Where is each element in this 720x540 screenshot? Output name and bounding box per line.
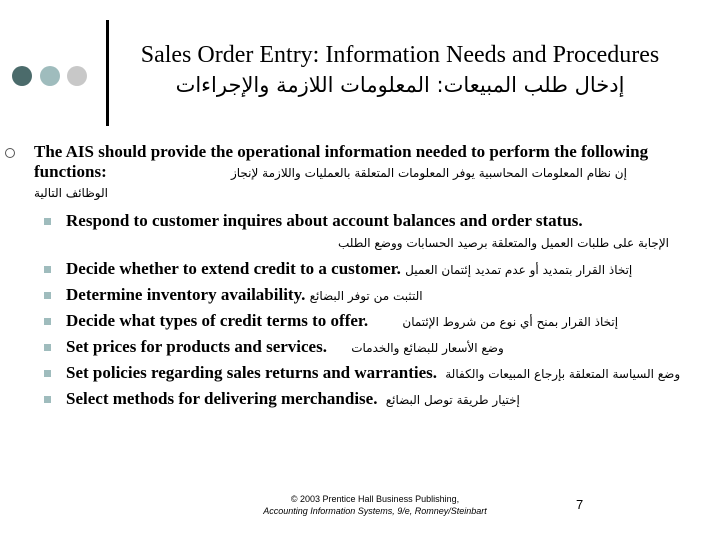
page-number: 7: [576, 497, 584, 512]
item-english: Set policies regarding sales returns and warranties.: [66, 363, 437, 382]
decorative-dots: [12, 66, 102, 86]
title-divider: [106, 20, 109, 126]
main-bullet-icon: [5, 148, 15, 158]
footer-line1: © 2003 Prentice Hall Business Publishing,: [290, 494, 460, 504]
item-arabic: إتخاذ القرار بتمديد أو عدم تمديد إئتمان العميل: [405, 263, 633, 277]
square-bullet-icon: [44, 292, 51, 299]
list-item: [34, 210, 704, 254]
item-arabic: الإجابة على طلبات العميل والمتعلقة برصيد الحسابات ووضع الطلب: [337, 236, 669, 250]
square-bullet-icon: [44, 266, 51, 273]
item-arabic: وضع الأسعار للبضائع والخدمات: [351, 341, 504, 355]
item-arabic: إختيار طريقة توصل البضائع: [385, 393, 520, 407]
item-english: Set prices for products and services.: [66, 337, 327, 356]
list-item: [34, 388, 704, 411]
main-point-english-a: The AIS should provide the operational information needed to perform the following: [34, 142, 649, 161]
square-bullet-icon: [44, 218, 51, 225]
title-arabic: إدخال طلب المبيعات: المعلومات اللازمة والإجراءات: [175, 73, 625, 97]
item-english: Respond to customer inquires about account balances and order status.: [66, 211, 583, 230]
square-bullet-icon: [44, 396, 51, 403]
list-item: [34, 258, 704, 281]
list-item: [34, 310, 704, 333]
main-point: [34, 142, 694, 203]
item-english: Determine inventory availability.: [66, 285, 306, 304]
dot-dark: [12, 66, 32, 86]
item-english: Decide whether to extend credit to a customer.: [66, 259, 401, 278]
list-item: [34, 362, 704, 385]
item-english: Decide what types of credit terms to offer.: [66, 311, 369, 330]
item-arabic: وضع السياسة المتعلقة بإرجاع المبيعات والكفالة: [445, 367, 681, 381]
dot-gray: [67, 66, 87, 86]
slide-title: [130, 40, 670, 100]
item-english: Select methods for delivering merchandise.: [66, 389, 378, 408]
square-bullet-icon: [44, 344, 51, 351]
square-bullet-icon: [44, 370, 51, 377]
main-point-arabic-a: إن نظام المعلومات المحاسبية يوفر المعلومات المتعلقة بالعمليات واللازمة لإنجاز: [230, 166, 627, 180]
main-point-arabic-b: الوظائف التالية: [34, 186, 108, 200]
title-english: Sales Order Entry: Information Needs and Procedures: [140, 42, 660, 68]
dot-teal: [40, 66, 60, 86]
footer-line2: Accounting Information Systems, 9/e, Romney/Steinbart: [263, 506, 487, 516]
square-bullet-icon: [44, 318, 51, 325]
footer-copyright: [240, 493, 510, 517]
item-arabic: إتخاذ القرار بمنح أي نوع من شروط الإئتمان: [402, 315, 619, 329]
main-point-english-b: functions:: [34, 162, 107, 181]
item-arabic: التثبت من توفر البضائع: [309, 289, 423, 303]
list-item: [34, 284, 704, 307]
list-item: [34, 336, 704, 359]
